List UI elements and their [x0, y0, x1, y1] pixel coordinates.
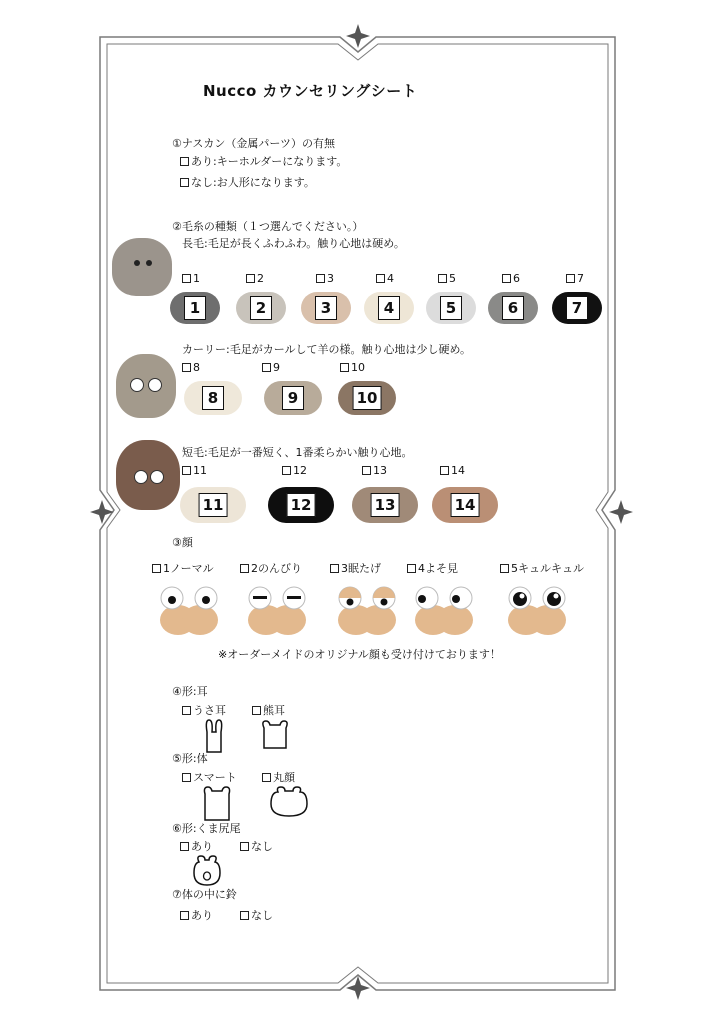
yarn-number-tag: 1 — [184, 296, 206, 320]
checkbox[interactable] — [500, 564, 509, 573]
yarn-option-3[interactable]: 3 — [316, 272, 334, 286]
q1-option-yes[interactable]: あり:キーホルダーになります。 — [180, 155, 347, 169]
q2-heading: ②毛糸の種類（１つ選んでください。） — [172, 220, 364, 233]
page-title: Nucco カウンセリングシート — [203, 82, 418, 100]
yarn-swatch-9 — [264, 381, 322, 415]
bear-ears-icon — [258, 718, 292, 750]
yarn-number-tag: 10 — [353, 386, 382, 410]
face-sparkle-illustration — [502, 578, 572, 638]
checkbox[interactable] — [376, 274, 385, 283]
face-option-4[interactable]: 4よそ見 — [407, 562, 458, 576]
yarn-swatch-11 — [180, 487, 246, 523]
checkbox[interactable] — [152, 564, 161, 573]
q1-heading: ①ナスカン（金属パーツ）の有無 — [172, 137, 335, 150]
long-hair-desc: 長毛:毛足が長くふわふわ。触り心地は硬め。 — [182, 237, 405, 250]
yarn-swatch-8 — [184, 381, 242, 415]
yarn-number-tag: 12 — [287, 493, 316, 517]
checkbox[interactable] — [262, 363, 271, 372]
yarn-swatch-13 — [352, 487, 418, 523]
yarn-number-tag: 8 — [202, 386, 224, 410]
checkbox[interactable] — [182, 274, 191, 283]
checkbox[interactable] — [362, 466, 371, 475]
yarn-swatch-3 — [301, 292, 351, 324]
q3-heading: ③顔 — [172, 536, 193, 549]
yarn-number-tag: 3 — [315, 296, 337, 320]
yarn-option-14[interactable]: 14 — [440, 464, 465, 478]
q4-option-rabbit[interactable]: うさ耳 — [182, 704, 226, 718]
yarn-swatch-14 — [432, 487, 498, 523]
yarn-number-tag: 14 — [451, 493, 480, 517]
face-option-1[interactable]: 1ノーマル — [152, 562, 214, 576]
face-option-2[interactable]: 2のんびり — [240, 562, 302, 576]
yarn-number-tag: 7 — [566, 296, 588, 320]
checkbox[interactable] — [440, 466, 449, 475]
round-body-icon — [268, 784, 310, 818]
yarn-number-tag: 2 — [250, 296, 272, 320]
face-option-3[interactable]: 3眠たげ — [330, 562, 381, 576]
short-hair-bear-photo — [116, 440, 180, 510]
checkbox[interactable] — [252, 706, 261, 715]
checkbox[interactable] — [240, 564, 249, 573]
q6-heading: ⑥形:くま尻尾 — [172, 822, 241, 835]
yarn-option-11[interactable]: 11 — [182, 464, 207, 478]
curly-desc: カーリー:毛足がカールして羊の様。触り心地は少し硬め。 — [182, 343, 472, 356]
checkbox[interactable] — [246, 274, 255, 283]
curly-bear-photo — [116, 354, 176, 418]
yarn-option-2[interactable]: 2 — [246, 272, 264, 286]
yarn-swatch-12 — [268, 487, 334, 523]
q5-heading: ⑤形:体 — [172, 752, 208, 765]
checkbox[interactable] — [566, 274, 575, 283]
yarn-option-13[interactable]: 13 — [362, 464, 387, 478]
yarn-number-tag: 13 — [371, 493, 400, 517]
face-half-illustration — [332, 578, 402, 638]
bear-tail-icon — [190, 853, 224, 887]
sparkle-icon-bottom — [346, 976, 370, 1000]
face-side-illustration — [409, 578, 479, 638]
yarn-option-7[interactable]: 7 — [566, 272, 584, 286]
smart-body-icon — [200, 784, 234, 822]
yarn-number-tag: 4 — [378, 296, 400, 320]
yarn-swatch-6 — [488, 292, 538, 324]
checkbox[interactable] — [182, 773, 191, 782]
yarn-swatch-4 — [364, 292, 414, 324]
long-hair-bear-photo — [112, 238, 172, 296]
yarn-option-8[interactable]: 8 — [182, 361, 200, 375]
q7-option-no[interactable]: なし — [240, 909, 273, 923]
checkbox[interactable] — [438, 274, 447, 283]
q3-note: ※オーダーメイドのオリジナル顔も受け付けております！ — [218, 648, 501, 661]
q4-heading: ④形:耳 — [172, 685, 208, 698]
yarn-swatch-1 — [170, 292, 220, 324]
face-normal-illustration — [154, 578, 224, 638]
yarn-swatch-10 — [338, 381, 396, 415]
checkbox[interactable] — [240, 842, 249, 851]
yarn-option-4[interactable]: 4 — [376, 272, 394, 286]
checkbox[interactable] — [180, 911, 189, 920]
yarn-option-12[interactable]: 12 — [282, 464, 307, 478]
rabbit-ears-icon — [200, 718, 228, 754]
yarn-number-tag: 6 — [502, 296, 524, 320]
q7-heading: ⑦体の中に鈴 — [172, 888, 237, 901]
checkbox[interactable] — [180, 842, 189, 851]
q5-option-round[interactable]: 丸顔 — [262, 771, 295, 785]
q6-option-yes[interactable]: あり — [180, 840, 213, 854]
checkbox[interactable] — [407, 564, 416, 573]
checkbox[interactable] — [502, 274, 511, 283]
checkbox[interactable] — [340, 363, 349, 372]
checkbox[interactable] — [316, 274, 325, 283]
yarn-option-9[interactable]: 9 — [262, 361, 280, 375]
q6-option-no[interactable]: なし — [240, 840, 273, 854]
yarn-swatch-7 — [552, 292, 602, 324]
short-hair-desc: 短毛:毛足が一番短く、1番柔らかい触り心地。 — [182, 446, 413, 459]
yarn-swatch-5 — [426, 292, 476, 324]
checkbox[interactable] — [262, 773, 271, 782]
checkbox[interactable] — [180, 178, 189, 187]
q4-option-bear[interactable]: 熊耳 — [252, 704, 285, 718]
yarn-option-10[interactable]: 10 — [340, 361, 365, 375]
checkbox[interactable] — [182, 363, 191, 372]
checkbox[interactable] — [282, 466, 291, 475]
checkbox[interactable] — [240, 911, 249, 920]
face-option-5[interactable]: 5キュルキュル — [500, 562, 584, 576]
checkbox[interactable] — [180, 157, 189, 166]
yarn-option-6[interactable]: 6 — [502, 272, 520, 286]
yarn-swatch-2 — [236, 292, 286, 324]
yarn-number-tag: 9 — [282, 386, 304, 410]
q7-option-yes[interactable]: あり — [180, 909, 213, 923]
checkbox[interactable] — [330, 564, 339, 573]
q5-option-smart[interactable]: スマート — [182, 771, 237, 785]
yarn-number-tag: 5 — [440, 296, 462, 320]
sparkle-icon-right — [609, 500, 633, 524]
face-sleepy-line-illustration — [242, 578, 312, 638]
yarn-option-1[interactable]: 1 — [182, 272, 200, 286]
q1-option-no[interactable]: なし:お人形になります。 — [180, 176, 315, 190]
yarn-number-tag: 11 — [199, 493, 228, 517]
checkbox[interactable] — [182, 706, 191, 715]
checkbox[interactable] — [182, 466, 191, 475]
yarn-option-5[interactable]: 5 — [438, 272, 456, 286]
